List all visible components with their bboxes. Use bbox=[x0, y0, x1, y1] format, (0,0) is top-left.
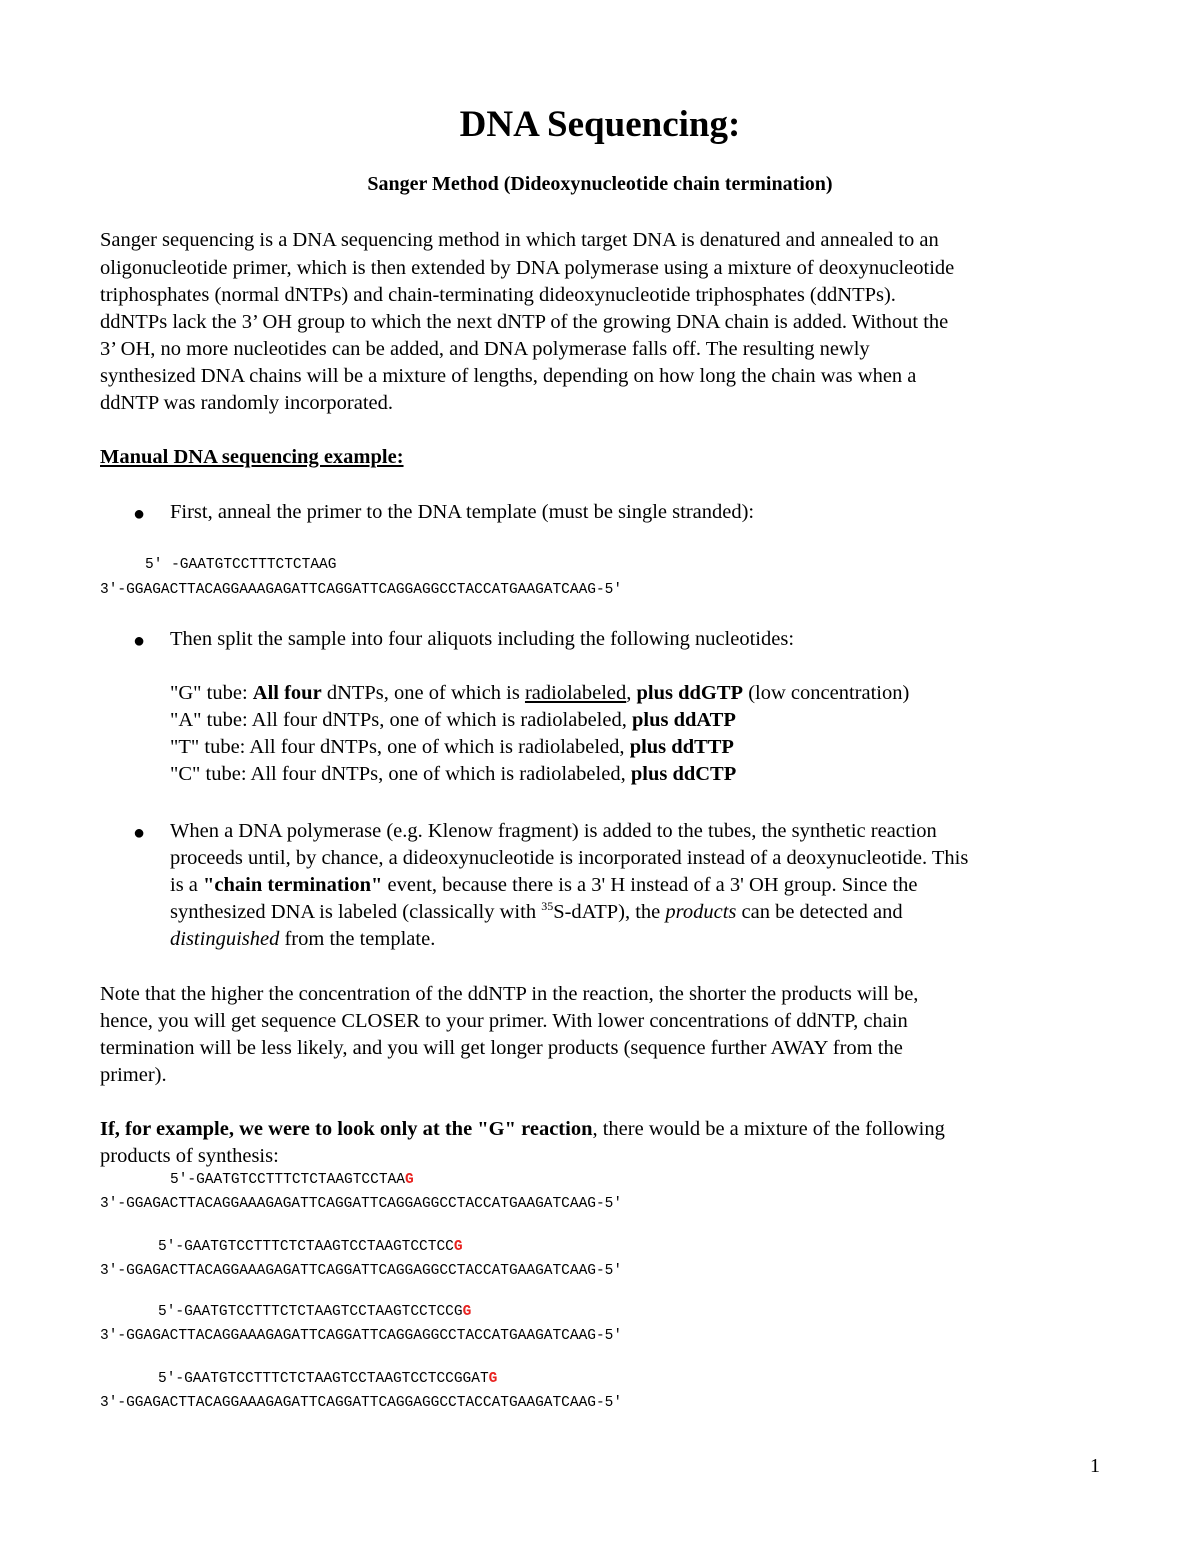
bullet-step-3-line bbox=[170, 874, 917, 897]
product-sequence bbox=[158, 1371, 497, 1387]
template-sequence: 3'-GGAGACTTACAGGAAAGAGATTCAGGATTCAGGAGGCCTACCATGAAGATCAAG-5' bbox=[100, 1328, 623, 1344]
intro-line: ddNTPs lack the 3’ OH group to which the next dNTP of the growing DNA chain is added. Without the bbox=[100, 311, 949, 333]
bullet-icon: ● bbox=[133, 630, 146, 652]
subtitle: Sanger Method (Dideoxynucleotide chain termination) bbox=[367, 173, 833, 195]
tube-label: "G" tube: bbox=[170, 682, 253, 704]
tube-concentration: (low concentration) bbox=[743, 682, 910, 704]
tube-text: dNTPs, one of which is bbox=[321, 682, 525, 704]
template-sequence: 3'-GGAGACTTACAGGAAAGAGATTCAGGATTCAGGAGGCCTACCATGAAGATCAAG-5' bbox=[100, 1196, 623, 1212]
template-sequence: 3'-GGAGACTTACAGGAAAGAGATTCAGGATTCAGGAGGCCTACCATGAAGATCAAG-5' bbox=[100, 582, 623, 598]
tube-ddntp: plus ddATP bbox=[631, 709, 736, 731]
bullet-step-3-line: proceeds until, by chance, a dideoxynucleotide is incorporated instead of a deoxynucleotide. This bbox=[170, 847, 969, 869]
product-sequence bbox=[158, 1304, 471, 1320]
primer-sequence: 5' -GAATGTCCTTTCTCTAAG bbox=[145, 557, 337, 573]
tube-text: "C" tube: All four dNTPs, one of which is radiolabeled, bbox=[170, 763, 631, 785]
bullet-icon: ● bbox=[133, 503, 146, 525]
sequence-text: 5'-GAATGTCCTTTCTCTAAGTCCTAA bbox=[170, 1172, 405, 1188]
sequence-text: 5'-GAATGTCCTTTCTCTAAGTCCTAAGTCCTCCG bbox=[158, 1304, 463, 1320]
bullet-icon: ● bbox=[133, 822, 146, 844]
example-emphasis: If, for example, we were to look only at the "G" reaction bbox=[100, 1118, 593, 1140]
bullet-step-3-line bbox=[170, 928, 435, 951]
text-run: is a bbox=[170, 874, 204, 896]
bullet-step-3-line: When a DNA polymerase (e.g. Klenow fragment) is added to the tubes, the synthetic reaction bbox=[170, 820, 937, 842]
example-line bbox=[100, 1118, 945, 1141]
tube-t-line bbox=[170, 736, 734, 759]
terminating-nucleotide: G bbox=[453, 1239, 463, 1255]
tube-c-line bbox=[170, 763, 736, 786]
bullet-step-3-line bbox=[170, 901, 903, 924]
products-term: products bbox=[665, 901, 737, 923]
note-line: primer). bbox=[100, 1064, 167, 1086]
tube-comma: , bbox=[626, 682, 632, 704]
intro-line: 3’ OH, no more nucleotides can be added, and DNA polymerase falls off. The resulting newly bbox=[100, 338, 870, 360]
all-four-emphasis: All four bbox=[252, 682, 322, 704]
terminating-nucleotide: G bbox=[462, 1304, 472, 1320]
intro-line: oligonucleotide primer, which is then extended by DNA polymerase using a mixture of deoxynucleotide bbox=[100, 257, 955, 279]
text-run: S-dATP), the bbox=[553, 901, 666, 923]
sequence-text: 5'-GAATGTCCTTTCTCTAAGTCCTAAGTCCTCC bbox=[158, 1239, 454, 1255]
intro-line: triphosphates (normal dNTPs) and chain-terminating dideoxynucleotide triphosphates (ddNTPs). bbox=[100, 284, 896, 306]
example-line: products of synthesis: bbox=[100, 1145, 279, 1167]
tube-a-line bbox=[170, 709, 736, 732]
tube-ddntp: plus ddCTP bbox=[630, 763, 737, 785]
section-heading: Manual DNA sequencing example: bbox=[100, 446, 404, 468]
terminating-nucleotide: G bbox=[488, 1371, 498, 1387]
text-run: can be detected and bbox=[736, 901, 903, 923]
tube-g-line bbox=[170, 682, 909, 705]
text-run: , there would be a mixture of the following bbox=[592, 1118, 945, 1140]
tube-ddntp: plus ddTTP bbox=[629, 736, 734, 758]
tube-ddntp: plus ddGTP bbox=[631, 682, 744, 704]
intro-line: synthesized DNA chains will be a mixture of lengths, depending on how long the chain was when a bbox=[100, 365, 917, 387]
template-sequence: 3'-GGAGACTTACAGGAAAGAGATTCAGGATTCAGGAGGCCTACCATGAAGATCAAG-5' bbox=[100, 1395, 623, 1411]
intro-line: Sanger sequencing is a DNA sequencing method in which target DNA is denatured and annealed to an bbox=[100, 229, 939, 251]
distinguished-term: distinguished bbox=[170, 928, 280, 950]
intro-line: ddNTP was randomly incorporated. bbox=[100, 392, 394, 414]
tube-text: "T" tube: All four dNTPs, one of which is radiolabeled, bbox=[170, 736, 630, 758]
page-title: DNA Sequencing: bbox=[459, 104, 741, 145]
note-line: termination will be less likely, and you will get longer products (sequence further AWAY from the bbox=[100, 1037, 903, 1059]
isotope-superscript: 35 bbox=[541, 899, 554, 913]
note-line: Note that the higher the concentration of the ddNTP in the reaction, the shorter the products will be, bbox=[100, 983, 919, 1005]
product-sequence bbox=[158, 1239, 463, 1255]
bullet-step-1: First, anneal the primer to the DNA template (must be single stranded): bbox=[170, 501, 755, 523]
page-number: 1 bbox=[1090, 1455, 1100, 1477]
text-run: from the template. bbox=[279, 928, 436, 950]
text-run: event, because there is a 3' H instead of a 3' OH group. Since the bbox=[382, 874, 918, 896]
terminating-nucleotide: G bbox=[404, 1172, 414, 1188]
text-run: synthesized DNA is labeled (classically with bbox=[170, 901, 542, 923]
template-sequence: 3'-GGAGACTTACAGGAAAGAGATTCAGGATTCAGGAGGCCTACCATGAAGATCAAG-5' bbox=[100, 1263, 623, 1279]
note-line: hence, you will get sequence CLOSER to your primer. With lower concentrations of ddNTP, chain bbox=[100, 1010, 908, 1032]
product-sequence bbox=[170, 1172, 414, 1188]
radiolabeled-term: radiolabeled bbox=[524, 682, 627, 704]
tube-text: "A" tube: All four dNTPs, one of which is radiolabeled, bbox=[170, 709, 632, 731]
bullet-step-2: Then split the sample into four aliquots including the following nucleotides: bbox=[170, 628, 795, 650]
sequence-text: 5'-GAATGTCCTTTCTCTAAGTCCTAAGTCCTCCGGAT bbox=[158, 1371, 489, 1387]
chain-termination-term: "chain termination" bbox=[203, 874, 383, 896]
